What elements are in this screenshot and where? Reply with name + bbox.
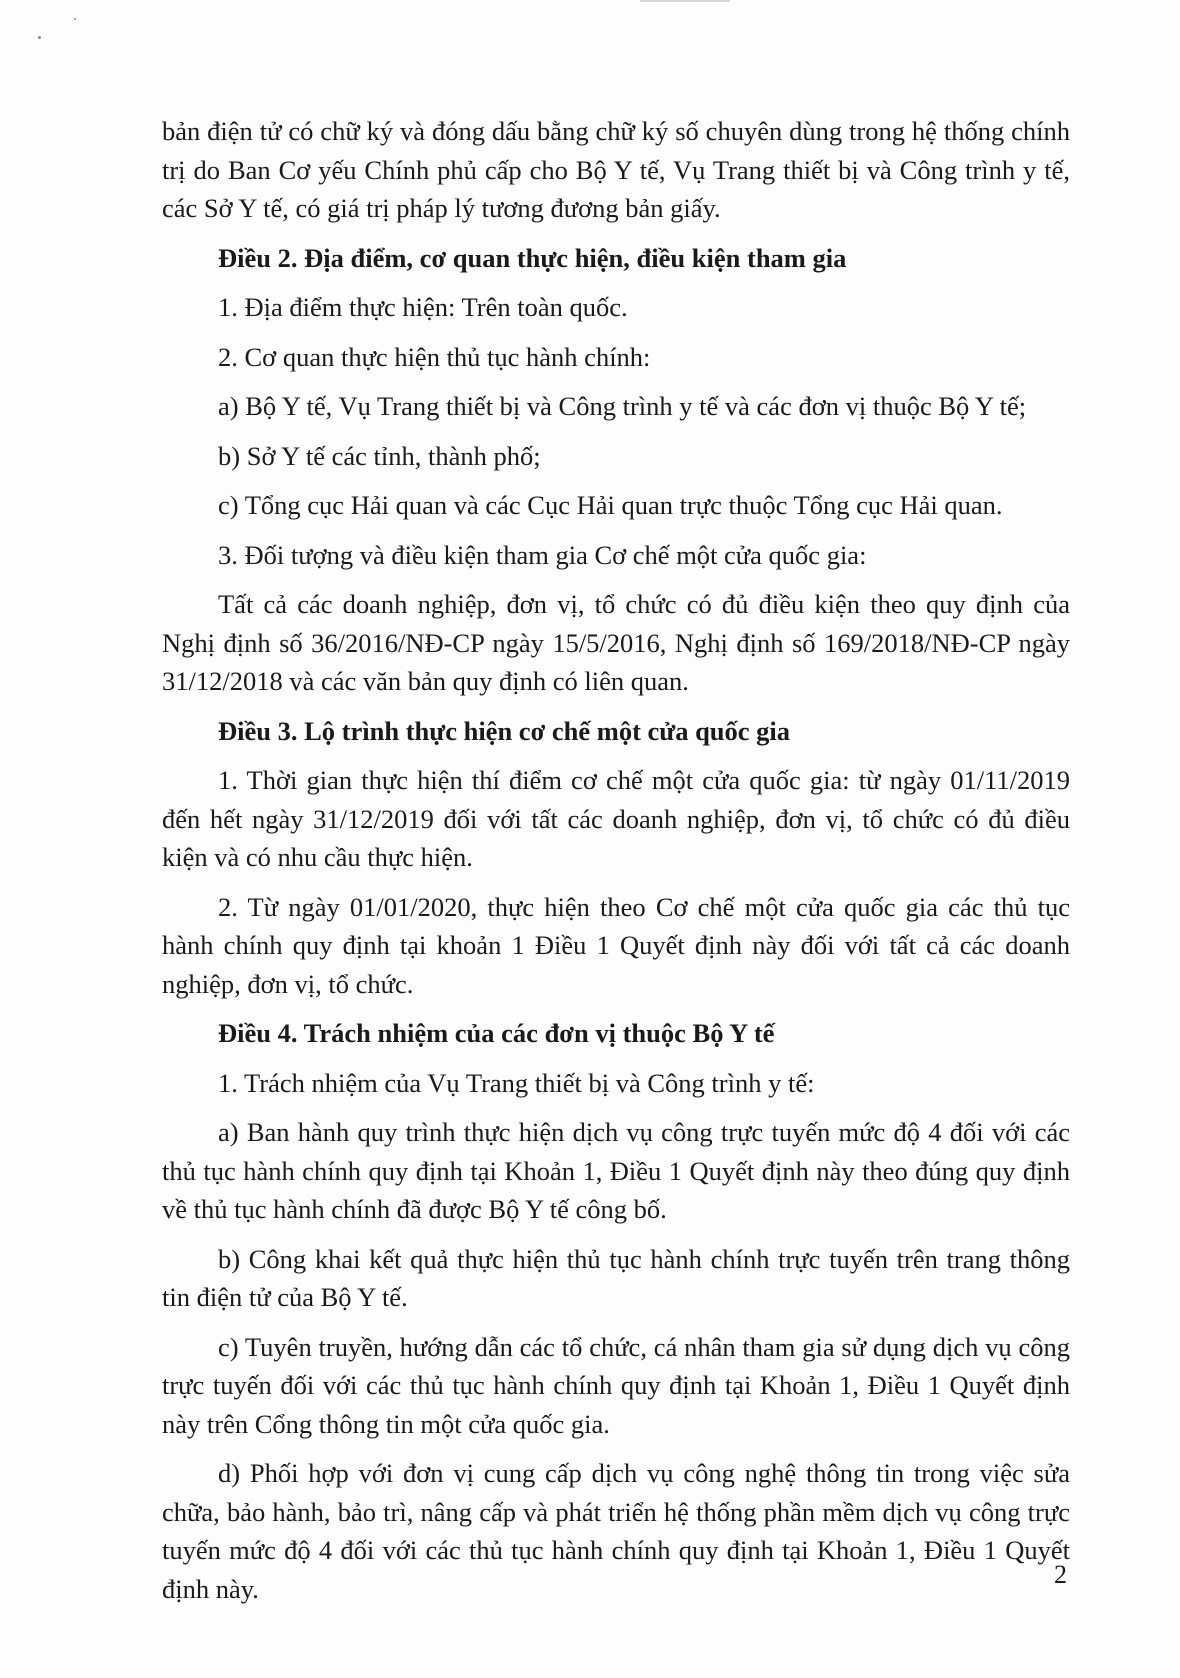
article-3-item-1: 1. Thời gian thực hiện thí điểm cơ chế một cửa quốc gia: từ ngày 01/11/2019 đến hết ngày 31/12/2019 đối với tất các doanh nghiệp, đơn vị, tổ chức có đủ điều kiện và có nhu cầu thực hiện. [162,765,1070,872]
article-4-item-1a: a) Ban hành quy trình thực hiện dịch vụ công trực tuyến mức độ 4 đối với các thủ tục hành chính quy định tại Khoản 1, Điều 1 Quyết định này theo đúng quy định về thủ tục hành chính đã được Bộ Y tế công bố. [162,1117,1070,1224]
article-2-item-2: 2. Cơ quan thực hiện thủ tục hành chính: [218,341,651,372]
article-4-item-1: 1. Trách nhiệm của Vụ Trang thiết bị và Công trình y tế: [218,1067,815,1098]
article-2-item-1: 1. Địa điểm thực hiện: Trên toàn quốc. [218,292,628,322]
article-4-item-1d: d) Phối hợp với đơn vị cung cấp dịch vụ công nghệ thông tin trong việc sửa chữa, bảo hành, bảo trì, nâng cấp và phát triển hệ thống phần mềm dịch vụ công trực tuyến mức độ 4 đối với các thủ tục hành chính quy định tại Khoản 1, Điều 1 Quyết định này. [162,1458,1070,1604]
article-4-item-1b: b) Công khai kết quả thực hiện thủ tục hành chính trực tuyến trên trang thông tin điện tử của Bộ Y tế. [162,1243,1070,1312]
intro-paragraph: bản điện tử có chữ ký và đóng dấu bằng chữ ký số chuyên dùng trong hệ thống chính trị do Ban Cơ yếu Chính phủ cấp cho Bộ Y tế, Vụ Trang thiết bị và Công trình y tế, các Sở Y tế, có giá trị pháp lý tương đương bản giấy. [162,116,1070,223]
article-2-item-2c: c) Tổng cục Hải quan và các Cục Hải quan trực thuộc Tổng cục Hải quan. [218,490,1003,520]
article-2-heading: Điều 2. Địa điểm, cơ quan thực hiện, điều kiện tham gia [218,242,847,273]
article-4-heading: Điều 4. Trách nhiệm của các đơn vị thuộc Bộ Y tế [218,1018,775,1048]
article-2-item-2a: a) Bộ Y tế, Vụ Trang thiết bị và Công trình y tế và các đơn vị thuộc Bộ Y tế; [218,391,1027,421]
article-2-item-2b: b) Sở Y tế các tỉnh, thành phố; [218,440,541,471]
article-3-item-2: 2. Từ ngày 01/01/2020, thực hiện theo Cơ chế một cửa quốc gia các thủ tục hành chính quy định tại khoản 1 Điều 1 Quyết định này đối với tất cả các doanh nghiệp, đơn vị, tổ chức. [162,891,1070,999]
article-4-item-1c: c) Tuyên truyền, hướng dẫn các tổ chức, cá nhân tham gia sử dụng dịch vụ công trực tuyến đối với các thủ tục hành chính quy định tại Khoản 1, Điều 1 Quyết định này trên Cổng thông tin một cửa quốc gia. [162,1331,1070,1439]
article-3-heading: Điều 3. Lộ trình thực hiện cơ chế một cửa quốc gia [218,715,791,746]
article-2-item-3-body: Tất cả các doanh nghiệp, đơn vị, tổ chức có đủ điều kiện theo quy định của Nghị định số 36/2016/NĐ-CP ngày 15/5/2016, Nghị định số 169/2018/NĐ-CP ngày 31/12/2018 và các văn bản quy định có liên quan. [162,589,1070,696]
scan-speck [74,18,76,20]
article-2-item-3: 3. Đối tượng và điều kiện tham gia Cơ chế một cửa quốc gia: [218,539,867,570]
scan-speck [38,36,41,39]
document-body [162,112,1070,1608]
page-number: 2 [1054,1560,1067,1589]
scan-edge-mark [640,0,730,2]
